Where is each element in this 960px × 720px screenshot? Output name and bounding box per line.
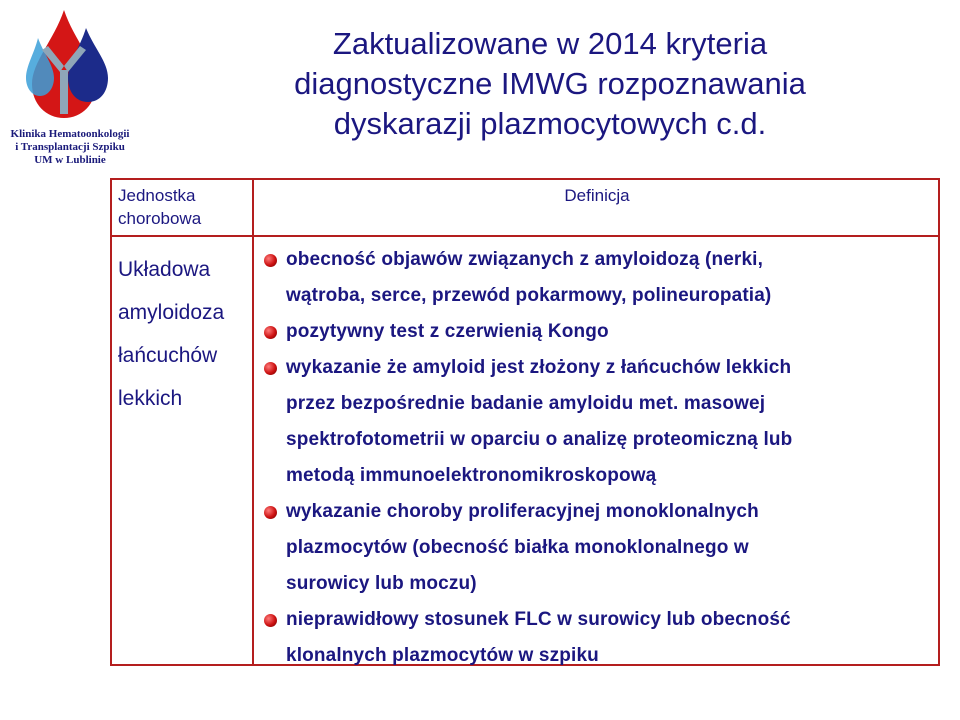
definition-line: metodą immunoelektronomikroskopową bbox=[286, 465, 657, 486]
clinic-name bbox=[0, 128, 140, 167]
clinic-name-line-2: i Transplantacji Szpiku bbox=[15, 141, 125, 153]
bullet-icon bbox=[264, 506, 277, 519]
header-definition: Definicja bbox=[564, 186, 630, 205]
definition-line: surowicy lub moczu) bbox=[286, 573, 477, 594]
definition-item bbox=[264, 242, 932, 314]
blood-drop-logo-icon bbox=[14, 10, 124, 128]
header-divider bbox=[112, 235, 938, 237]
title-line-1: Zaktualizowane w 2014 kryteria bbox=[332, 26, 768, 61]
clinic-name-line-3: UM w Lublinie bbox=[34, 154, 106, 166]
definition-line: pozytywny test z czerwienią Kongo bbox=[286, 321, 609, 342]
disease-name bbox=[118, 248, 248, 420]
clinic-logo bbox=[0, 0, 140, 175]
disease-line: Układowa bbox=[118, 258, 211, 281]
header-left-line-1: Jednostka bbox=[118, 186, 196, 205]
definition-line: wątroba, serce, przewód pokarmowy, polineuropatia) bbox=[286, 285, 772, 306]
disease-line: amyloidoza bbox=[118, 301, 225, 324]
definition-item bbox=[264, 314, 932, 350]
header-disease-unit bbox=[112, 180, 252, 235]
definition-line: klonalnych plazmocytów w szpiku bbox=[286, 645, 599, 666]
definition-line: wykazanie choroby proliferacyjnej monoklonalnych bbox=[286, 501, 759, 522]
definition-item bbox=[264, 494, 932, 602]
definition-line: spektrofotometrii w oparciu o analizę proteomiczną lub bbox=[286, 429, 793, 450]
disease-line: łańcuchów bbox=[118, 344, 218, 367]
definition-list bbox=[264, 242, 932, 674]
definition-line: plazmocytów (obecność białka monoklonalnego w bbox=[286, 537, 749, 558]
bullet-icon bbox=[264, 362, 277, 375]
bullet-icon bbox=[264, 614, 277, 627]
title-line-3: dyskarazji plazmocytowych c.d. bbox=[333, 106, 767, 141]
header-left-line-2: chorobowa bbox=[118, 209, 202, 228]
definition-line: nieprawidłowy stosunek FLC w surowicy lub obecność bbox=[286, 609, 791, 630]
definition-line: przez bezpośrednie badanie amyloidu met. masowej bbox=[286, 393, 766, 414]
definition-item bbox=[264, 602, 932, 674]
clinic-name-line-1: Klinika Hematoonkologii bbox=[10, 128, 130, 140]
criteria-table bbox=[110, 178, 940, 666]
definition-line: wykazanie że amyloid jest złożony z łańcuchów lekkich bbox=[286, 357, 792, 378]
definition-line: obecność objawów związanych z amyloidozą (nerki, bbox=[286, 249, 764, 270]
column-divider bbox=[252, 180, 254, 664]
bullet-icon bbox=[264, 326, 277, 339]
slide-title bbox=[160, 24, 940, 144]
disease-line: lekkich bbox=[118, 387, 183, 410]
title-line-2: diagnostyczne IMWG rozpoznawania bbox=[294, 66, 806, 101]
definition-item bbox=[264, 350, 932, 494]
bullet-icon bbox=[264, 254, 277, 267]
